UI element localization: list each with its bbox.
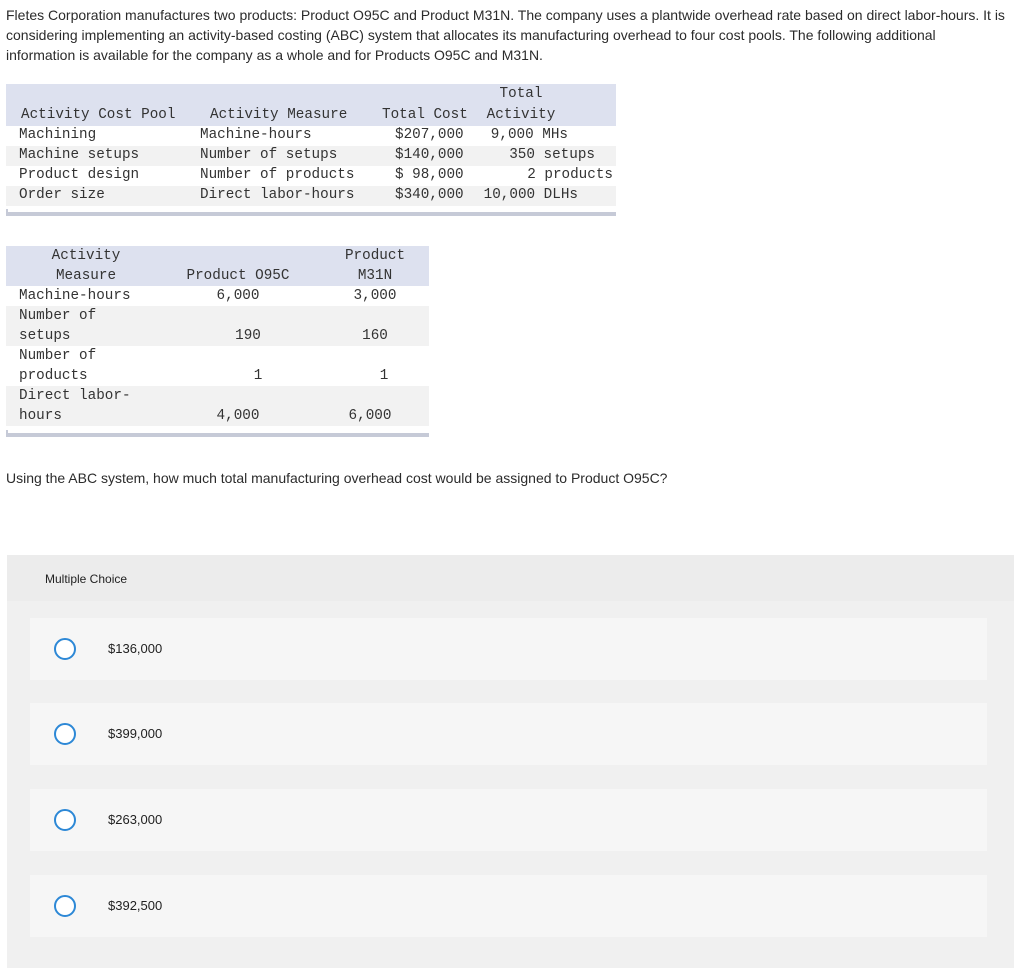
choice-option-2[interactable] — [30, 703, 987, 765]
choice-label: $399,000 — [108, 726, 163, 741]
table-cell: 10,000 DLHs — [483, 187, 578, 203]
table-cell: 1 — [253, 368, 263, 384]
table-cell: $340,000 — [395, 187, 464, 203]
table-cell: Number of — [19, 308, 97, 324]
table-cell: 1 — [379, 368, 389, 384]
table-cell: 6,000 — [216, 288, 260, 304]
choice-label: $392,500 — [108, 898, 163, 913]
question-text: Using the ABC system, how much total manufacturing overhead cost would be assigned to Product O95C? — [6, 470, 668, 486]
radio-button[interactable] — [54, 723, 76, 745]
table-cell: Machine-hours — [19, 288, 131, 304]
multiple-choice-header — [7, 555, 1014, 601]
table-cell: Product design — [19, 167, 140, 183]
radio-button[interactable] — [54, 895, 76, 917]
problem-intro: Fletes Corporation manufactures two products: Product O95C and Product M31N. The company uses a plantwide overhead rate based on direct labor-hours. It is considering implementing an activity-based costing (ABC) system that allocates its manufacturing overhead to four cost pools. The following additional information is available for the company as a whole and for Products O95C and M31N. — [6, 7, 1005, 63]
table-cell: products — [19, 368, 88, 384]
table-cell: 4,000 — [216, 408, 260, 424]
header-product-m31n-line1: Product — [344, 248, 406, 264]
table-bottom-rule — [6, 433, 429, 437]
choice-label: $136,000 — [108, 641, 163, 656]
multiple-choice-title: Multiple Choice — [45, 572, 128, 586]
multiple-choice-panel — [7, 555, 1014, 968]
choice-option-4[interactable] — [30, 875, 987, 937]
header-product-m31n-line2: M31N — [357, 268, 393, 284]
table-cell: $ 98,000 — [395, 167, 464, 183]
table-cell: Direct labor-hours — [200, 187, 355, 203]
choice-label: $263,000 — [108, 812, 163, 827]
table-cell: $140,000 — [395, 147, 464, 163]
header-total-activity-line1: Total — [499, 86, 543, 102]
table-cell: 2 products — [527, 167, 613, 183]
header-activity-cost-pool: Activity Cost Pool — [21, 107, 176, 123]
table-cell: setups — [19, 328, 71, 344]
table-cell: 160 — [362, 328, 388, 344]
table-cell: 3,000 — [353, 288, 397, 304]
table-cell: Number of setups — [200, 147, 338, 163]
table-bottom-rule — [6, 212, 616, 216]
table-cell: Machine setups — [19, 147, 140, 163]
activity-cost-pool-table — [6, 84, 616, 218]
table-cell: Machining — [19, 127, 97, 143]
product-activity-table — [6, 246, 429, 442]
choice-option-3[interactable] — [30, 789, 987, 851]
radio-button[interactable] — [54, 638, 76, 660]
table-cell: Number of — [19, 348, 97, 364]
header-activity-measure-line2: Measure — [55, 268, 117, 284]
header-activity-measure-line1: Activity — [51, 248, 121, 264]
header-total-cost: Total Cost — [382, 107, 468, 123]
table-cell: 9,000 MHs — [490, 127, 568, 143]
header-activity-measure: Activity Measure — [210, 107, 348, 123]
radio-button[interactable] — [54, 809, 76, 831]
table-cell: Number of products — [200, 167, 355, 183]
table-cell: Direct labor- — [19, 388, 131, 404]
table-cell: Order size — [19, 187, 105, 203]
header-product-o95c: Product O95C — [186, 268, 290, 284]
choice-option-1[interactable] — [30, 618, 987, 680]
table-cell: hours — [19, 408, 62, 424]
header-total-activity-line2: Activity — [486, 107, 556, 123]
table-cell: Machine-hours — [200, 127, 312, 143]
table-cell: $207,000 — [395, 127, 464, 143]
table-cell: 6,000 — [348, 408, 392, 424]
table-cell: 190 — [235, 328, 261, 344]
table-cell: 350 setups — [509, 147, 595, 163]
